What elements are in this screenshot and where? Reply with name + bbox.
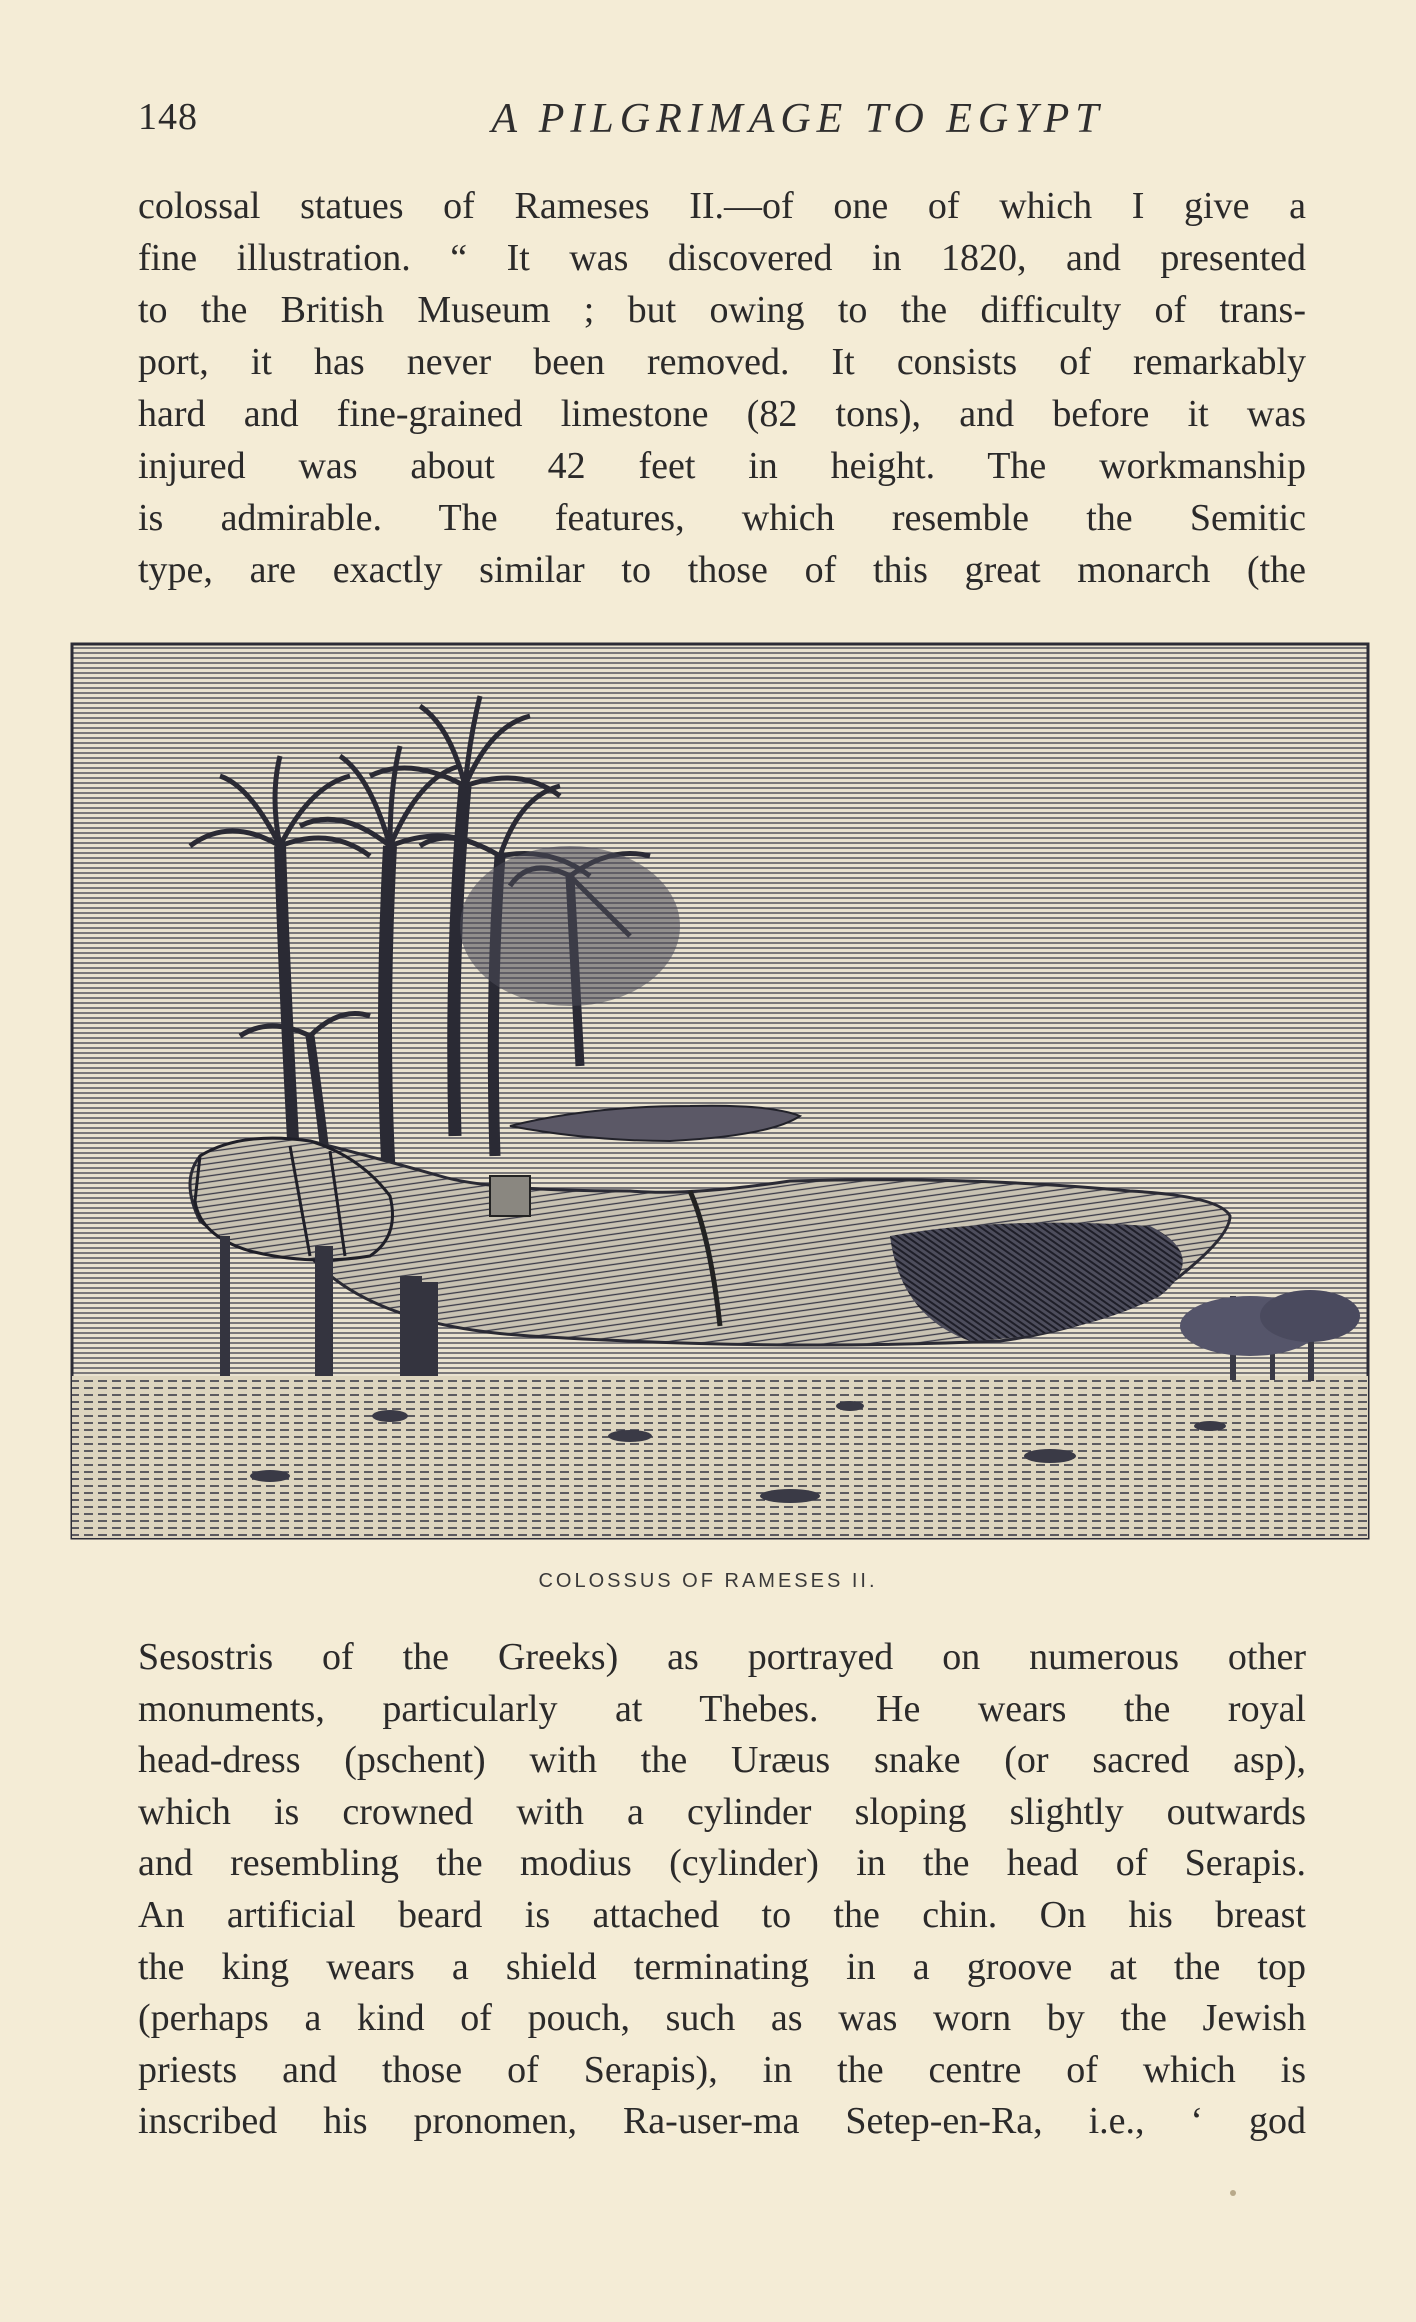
page-number: 148	[138, 96, 198, 138]
text-line: fine illustration. “ It was discovered in 1820, and presented	[138, 237, 1306, 279]
text-line: Sesostris of the Greeks) as portrayed on numerous other	[138, 1636, 1306, 1678]
text-line: An artificial beard is attached to the chin. On his breast	[138, 1893, 1306, 1936]
text-line: head-dress (pschent) with the Uræus snake (or sacred asp),	[138, 1739, 1306, 1782]
text-line: monuments, particularly at Thebes. He wears the royal	[138, 1687, 1306, 1730]
text-line: (perhaps a kind of pouch, such as was worn by the Jewish	[138, 1997, 1306, 2040]
paper-speck	[1230, 2190, 1236, 2196]
body-text-bottom	[138, 1632, 1306, 2148]
text-line: port, it has never been removed. It consists of remarkably	[138, 341, 1306, 383]
text-line: inscribed his pronomen, Ra-user-ma Setep-en-Ra, i.e., ‘ god	[138, 2100, 1306, 2143]
text-line: hard and fine-grained limestone (82 tons), and before it was	[138, 393, 1306, 435]
text-line: is admirable. The features, which resemble the Semitic	[138, 497, 1306, 539]
text-line: injured was about 42 feet in height. The workmanship	[138, 445, 1306, 487]
body-text-top	[138, 180, 1306, 596]
cartouche	[490, 1176, 530, 1216]
text-line: priests and those of Serapis), in the centre of which is	[138, 2048, 1306, 2091]
text-line: which is crowned with a cylinder sloping slightly outwards	[138, 1790, 1306, 1833]
running-title: A PILGRIMAGE TO EGYPT	[491, 96, 1105, 142]
text-line: to the British Museum ; but owing to the difficulty of trans-	[138, 289, 1306, 331]
text-line: colossal statues of Rameses II.—of one of which I give a	[138, 185, 1306, 227]
ground	[72, 1376, 1368, 1538]
palm-cluster	[460, 846, 680, 1006]
text-line: the king wears a shield terminating in a groove at the top	[138, 1945, 1306, 1988]
running-header	[138, 95, 1308, 155]
figure-caption: COLOSSUS OF RAMESES II.	[538, 1570, 878, 1592]
engraving-illustration	[70, 636, 1370, 1544]
text-line: and resembling the modius (cylinder) in the head of Serapis.	[138, 1842, 1306, 1885]
text-line: type, are exactly similar to those of this great monarch (the	[138, 549, 1306, 591]
